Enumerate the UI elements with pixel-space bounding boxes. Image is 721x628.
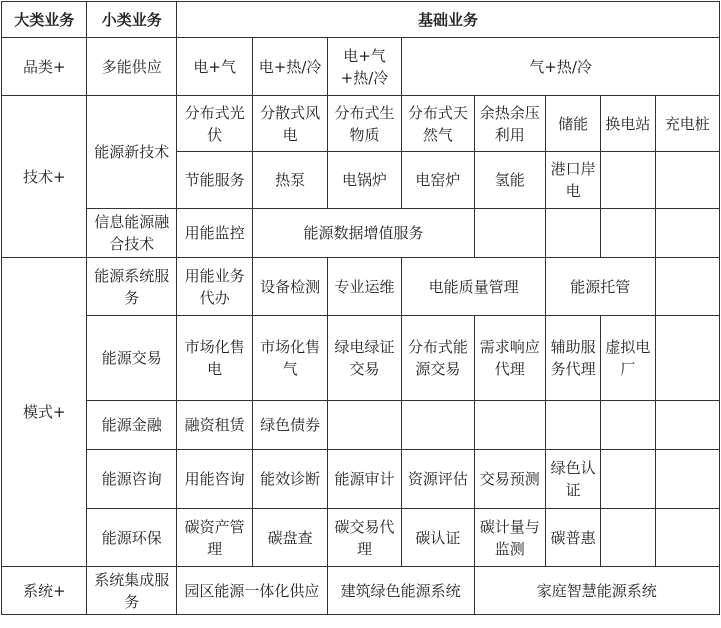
base-business-cell: 热泵 [253,152,327,209]
base-business-cell: 港口岸电 [545,152,600,209]
table-row [2,509,720,567]
base-business-cell: 余热余压利用 [474,96,545,152]
empty-cell [545,401,600,450]
base-business-cell: 碳认证 [402,509,474,567]
base-business-cell: 交易预测 [474,450,545,509]
header-row [2,2,720,38]
empty-cell [655,258,719,316]
base-business-cell: 储能 [545,96,600,152]
base-business-cell: 分布式天然气 [402,96,474,152]
base-business-cell: 能源数据增值服务 [253,209,474,258]
base-business-cell: 虚拟电厂 [601,316,655,401]
base-business-cell: 市场化售电 [176,316,252,401]
base-business-cell: 电窑炉 [402,152,474,209]
base-business-cell: 电+气+热/冷 [327,38,401,96]
base-business-cell: 电+热/冷 [253,38,327,96]
empty-cell [601,450,655,509]
major-category-cell: 系统+ [2,567,87,615]
table-row [2,316,720,401]
base-business-cell: 专业运维 [327,258,401,316]
minor-category-cell: 能源交易 [87,316,176,401]
header-base-business: 基础业务 [176,2,719,38]
base-business-cell: 建筑绿色能源系统 [327,567,474,615]
table-row [2,401,720,450]
base-business-cell: 碳盘查 [253,509,327,567]
base-business-cell: 家庭智慧能源系统 [474,567,719,615]
base-business-cell: 绿色认证 [545,450,600,509]
empty-cell [474,401,545,450]
base-business-cell: 融资租赁 [176,401,252,450]
empty-cell [601,209,655,258]
base-business-cell: 电+气 [176,38,252,96]
empty-cell [655,401,719,450]
table-row [2,567,720,615]
base-business-cell: 分散式风电 [253,96,327,152]
base-business-cell: 碳普惠 [545,509,600,567]
table-row [2,38,720,96]
base-business-cell: 辅助服务代理 [545,316,600,401]
base-business-cell: 分布式生物质 [327,96,401,152]
base-business-cell: 能源审计 [327,450,401,509]
base-business-cell: 用能业务代办 [176,258,252,316]
minor-category-cell: 能源系统服务 [87,258,176,316]
minor-category-cell: 能源环保 [87,509,176,567]
base-business-cell: 电锅炉 [327,152,401,209]
base-business-cell: 气+热/冷 [402,38,720,96]
base-business-cell: 市场化售气 [253,316,327,401]
empty-cell [474,209,545,258]
header-major-category: 大类业务 [2,2,87,38]
table-row [2,450,720,509]
base-business-cell: 能效诊断 [253,450,327,509]
base-business-cell: 电能质量管理 [402,258,546,316]
empty-cell [327,401,401,450]
empty-cell [655,450,719,509]
minor-category-cell: 能源金融 [87,401,176,450]
minor-category-cell: 信息能源融合技术 [87,209,176,258]
empty-cell [545,209,600,258]
base-business-cell: 充电桩 [655,96,719,152]
base-business-cell: 园区能源一体化供应 [176,567,327,615]
table-row [2,96,720,152]
base-business-cell: 能源托管 [545,258,655,316]
major-category-cell: 品类+ [2,38,87,96]
empty-cell [655,316,719,401]
base-business-cell: 需求响应代理 [474,316,545,401]
base-business-cell: 分布式能源交易 [402,316,474,401]
table-row [2,209,720,258]
major-category-cell: 模式+ [2,258,87,567]
base-business-cell: 氢能 [474,152,545,209]
empty-cell [655,209,719,258]
base-business-cell: 绿电绿证交易 [327,316,401,401]
empty-cell [601,401,655,450]
minor-category-cell: 能源新技术 [87,96,176,209]
header-minor-category: 小类业务 [87,2,176,38]
base-business-cell: 节能服务 [176,152,252,209]
empty-cell [601,152,655,209]
base-business-cell: 换电站 [601,96,655,152]
minor-category-cell: 系统集成服务 [87,567,176,615]
empty-cell [601,509,655,567]
base-business-cell: 设备检测 [253,258,327,316]
base-business-cell: 用能咨询 [176,450,252,509]
base-business-cell: 绿色债券 [253,401,327,450]
base-business-cell: 用能监控 [176,209,252,258]
base-business-cell: 资源评估 [402,450,474,509]
empty-cell [655,152,719,209]
base-business-cell: 碳资产管理 [176,509,252,567]
major-category-cell: 技术+ [2,96,87,258]
business-classification-table [1,1,720,615]
empty-cell [655,509,719,567]
minor-category-cell: 能源咨询 [87,450,176,509]
empty-cell [402,401,474,450]
base-business-cell: 碳计量与监测 [474,509,545,567]
base-business-cell: 碳交易代理 [327,509,401,567]
base-business-cell: 分布式光伏 [176,96,252,152]
table-row [2,258,720,316]
minor-category-cell: 多能供应 [87,38,176,96]
